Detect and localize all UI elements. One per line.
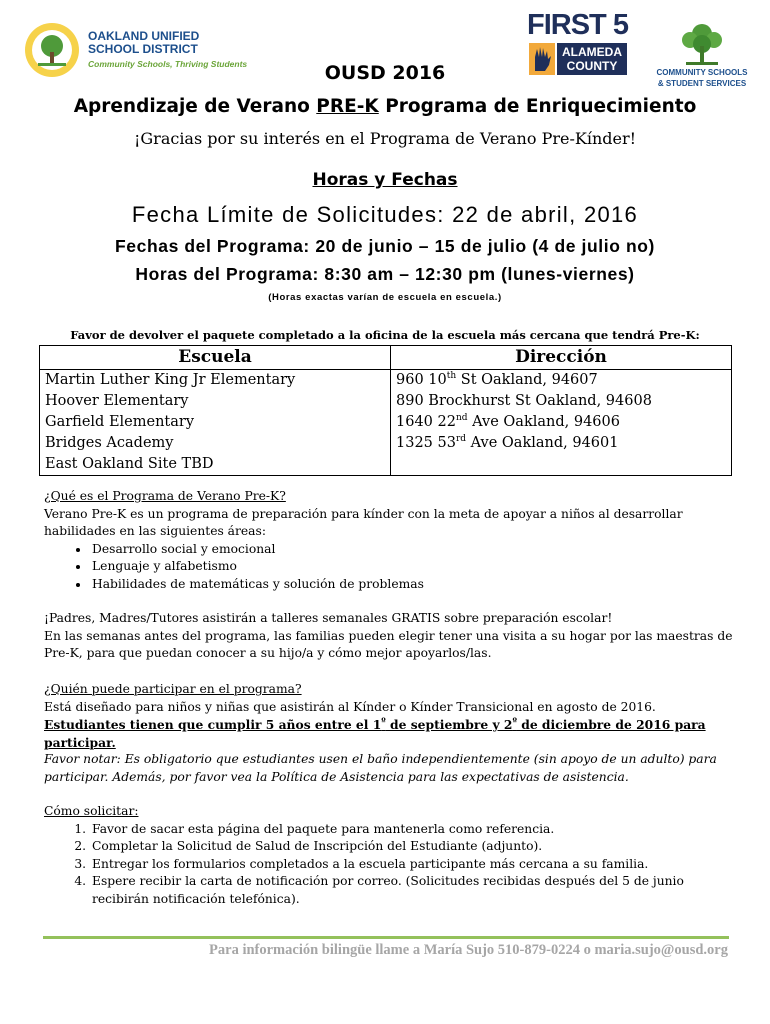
address-ordinal: nd — [455, 413, 468, 424]
list-item: • Lenguaje y alfabetismo — [90, 558, 734, 576]
table-row — [40, 391, 732, 412]
hours-note: (Horas exactas varían de escuela en escuela.) — [268, 292, 502, 303]
list-item: 2. Completar la Solicitud de Salud de Inscripción del Estudiante (adjunto). — [90, 838, 734, 856]
req-sup-1: º — [381, 717, 386, 728]
school-address — [391, 391, 732, 412]
table-row — [40, 370, 732, 392]
css-line2: & STUDENT SERVICES — [657, 79, 747, 88]
age-requirement — [44, 716, 734, 751]
req-part-c: de diciembre de 2016 para participar. — [44, 717, 706, 750]
school-address — [391, 370, 732, 392]
schools-table — [39, 345, 732, 476]
program-dates: Fechas del Programa: 20 de junio – 15 de julio (4 de julio no) — [115, 236, 655, 256]
school-address — [391, 433, 732, 454]
column-header-address: Dirección — [391, 346, 732, 370]
how-section — [44, 803, 734, 909]
address-part: Ave Oakland, 94601 — [466, 435, 619, 451]
who-question: ¿Quién puede participar en el programa? — [44, 682, 302, 696]
main-title-post: Programa de Enriquecimiento — [378, 96, 697, 117]
table-header-row — [40, 346, 732, 370]
ousd-tagline: Community Schools, Thriving Students — [88, 59, 248, 69]
address-part: 890 Brockhurst St Oakland, 94608 — [396, 393, 652, 409]
table-row — [40, 433, 732, 454]
list-item: 3. Entregar los formularios completados a la escuela participante más cercana a su familia. — [90, 856, 734, 874]
parents-section — [44, 610, 734, 663]
school-address — [391, 454, 732, 476]
year-title: OUSD 2016 — [324, 62, 446, 84]
footer-contact: Para información bilingüe llame a María Sujo 510-879-0224 o maria.sujo@ousd.org — [209, 942, 728, 958]
application-deadline: Fecha Límite de Solicitudes: 22 de abril, 2016 — [131, 202, 639, 227]
address-ordinal: th — [446, 371, 457, 382]
tree-icon — [678, 20, 726, 66]
who-line1: Está diseñado para niños y niñas que asistirán al Kínder o Kínder Transicional en agosto de 2016. — [44, 699, 656, 714]
thanks-line: ¡Gracias por su interés en el Programa de Verano Pre-Kínder! — [133, 129, 637, 148]
who-section — [44, 681, 734, 787]
address-part: 960 10 — [396, 372, 447, 388]
program-hours: Horas del Programa: 8:30 am – 12:30 pm (lunes-viernes) — [135, 264, 635, 284]
req-sup-2: º — [512, 717, 517, 728]
req-part-b: de septiembre y 2 — [385, 717, 513, 733]
steps-list — [44, 821, 734, 909]
what-question: ¿Qué es el Programa de Verano Pre-K? — [44, 489, 286, 503]
school-name: East Oakland Site TBD — [40, 454, 391, 476]
address-ordinal: rd — [455, 434, 467, 445]
parents-line1: ¡Padres, Madres/Tutores asistirán a talleres semanales GRATIS sobre preparación escolar! — [44, 611, 613, 625]
school-name: Martin Luther King Jr Elementary — [40, 370, 391, 392]
school-name: Hoover Elementary — [40, 391, 391, 412]
column-header-school: Escuela — [40, 346, 391, 370]
main-title-pre: Aprendizaje de Verano — [73, 96, 317, 117]
bathroom-note: Favor notar: Es obligatorio que estudiantes usen el baño independientemente (sin apoyo de un adulto) para participar. Además, por favor vea la Política de Asistencia para las expectativas de asistencia. — [44, 752, 717, 784]
list-item: 4. Espere recibir la carta de notificación por correo. (Solicitudes recibidas después del 5 de junio recibirán notificación telefónica). — [90, 873, 734, 908]
what-section — [44, 488, 734, 594]
address-part: 1325 53 — [396, 435, 456, 451]
how-heading: Cómo solicitar: — [44, 804, 139, 818]
css-line1: COMMUNITY SCHOOLS — [656, 68, 748, 77]
req-part-a: Estudiantes tienen que cumplir 5 años entre el 1 — [44, 717, 382, 733]
school-name: Garfield Elementary — [40, 412, 391, 433]
main-title — [0, 96, 770, 117]
what-answer: Verano Pre-K es un programa de preparación para kínder con la meta de apoyar a niños al desarrollar habilidades en las siguientes áreas: — [44, 506, 683, 539]
skills-list — [44, 541, 734, 594]
list-item: • Habilidades de matemáticas y solución de problemas — [90, 576, 734, 594]
return-instruction: Favor de devolver el paquete completado a la oficina de la escuela más cercana que tendrá Pre-K: — [70, 328, 700, 342]
address-part: Ave Oakland, 94606 — [467, 414, 620, 430]
main-title-emph: PRE-K — [316, 96, 379, 117]
table-row — [40, 412, 732, 433]
address-part: 1640 22 — [396, 414, 456, 430]
school-address — [391, 412, 732, 433]
list-item: 1. Favor de sacar esta página del paquete para mantenerla como referencia. — [90, 821, 734, 839]
schedule-heading: Horas y Fechas — [312, 170, 458, 190]
first5-wordmark: FIRST 5 — [527, 9, 628, 41]
list-item: • Desarrollo social y emocional — [90, 541, 734, 559]
school-name: Bridges Academy — [40, 433, 391, 454]
address-part: St Oakland, 94607 — [456, 372, 598, 388]
parents-line2: En las semanas antes del programa, las familias pueden elegir tener una visita a su hogar por las maestras de Pre-K, para que puedan conocer a su hijo/a y cómo mejor apoyarlos/las. — [44, 628, 733, 661]
ousd-name: OAKLAND UNIFIED SCHOOL DISTRICT — [88, 29, 200, 56]
footer-divider — [43, 936, 729, 939]
first5-county: ALAMEDA COUNTY — [557, 43, 627, 75]
table-row — [40, 454, 732, 476]
